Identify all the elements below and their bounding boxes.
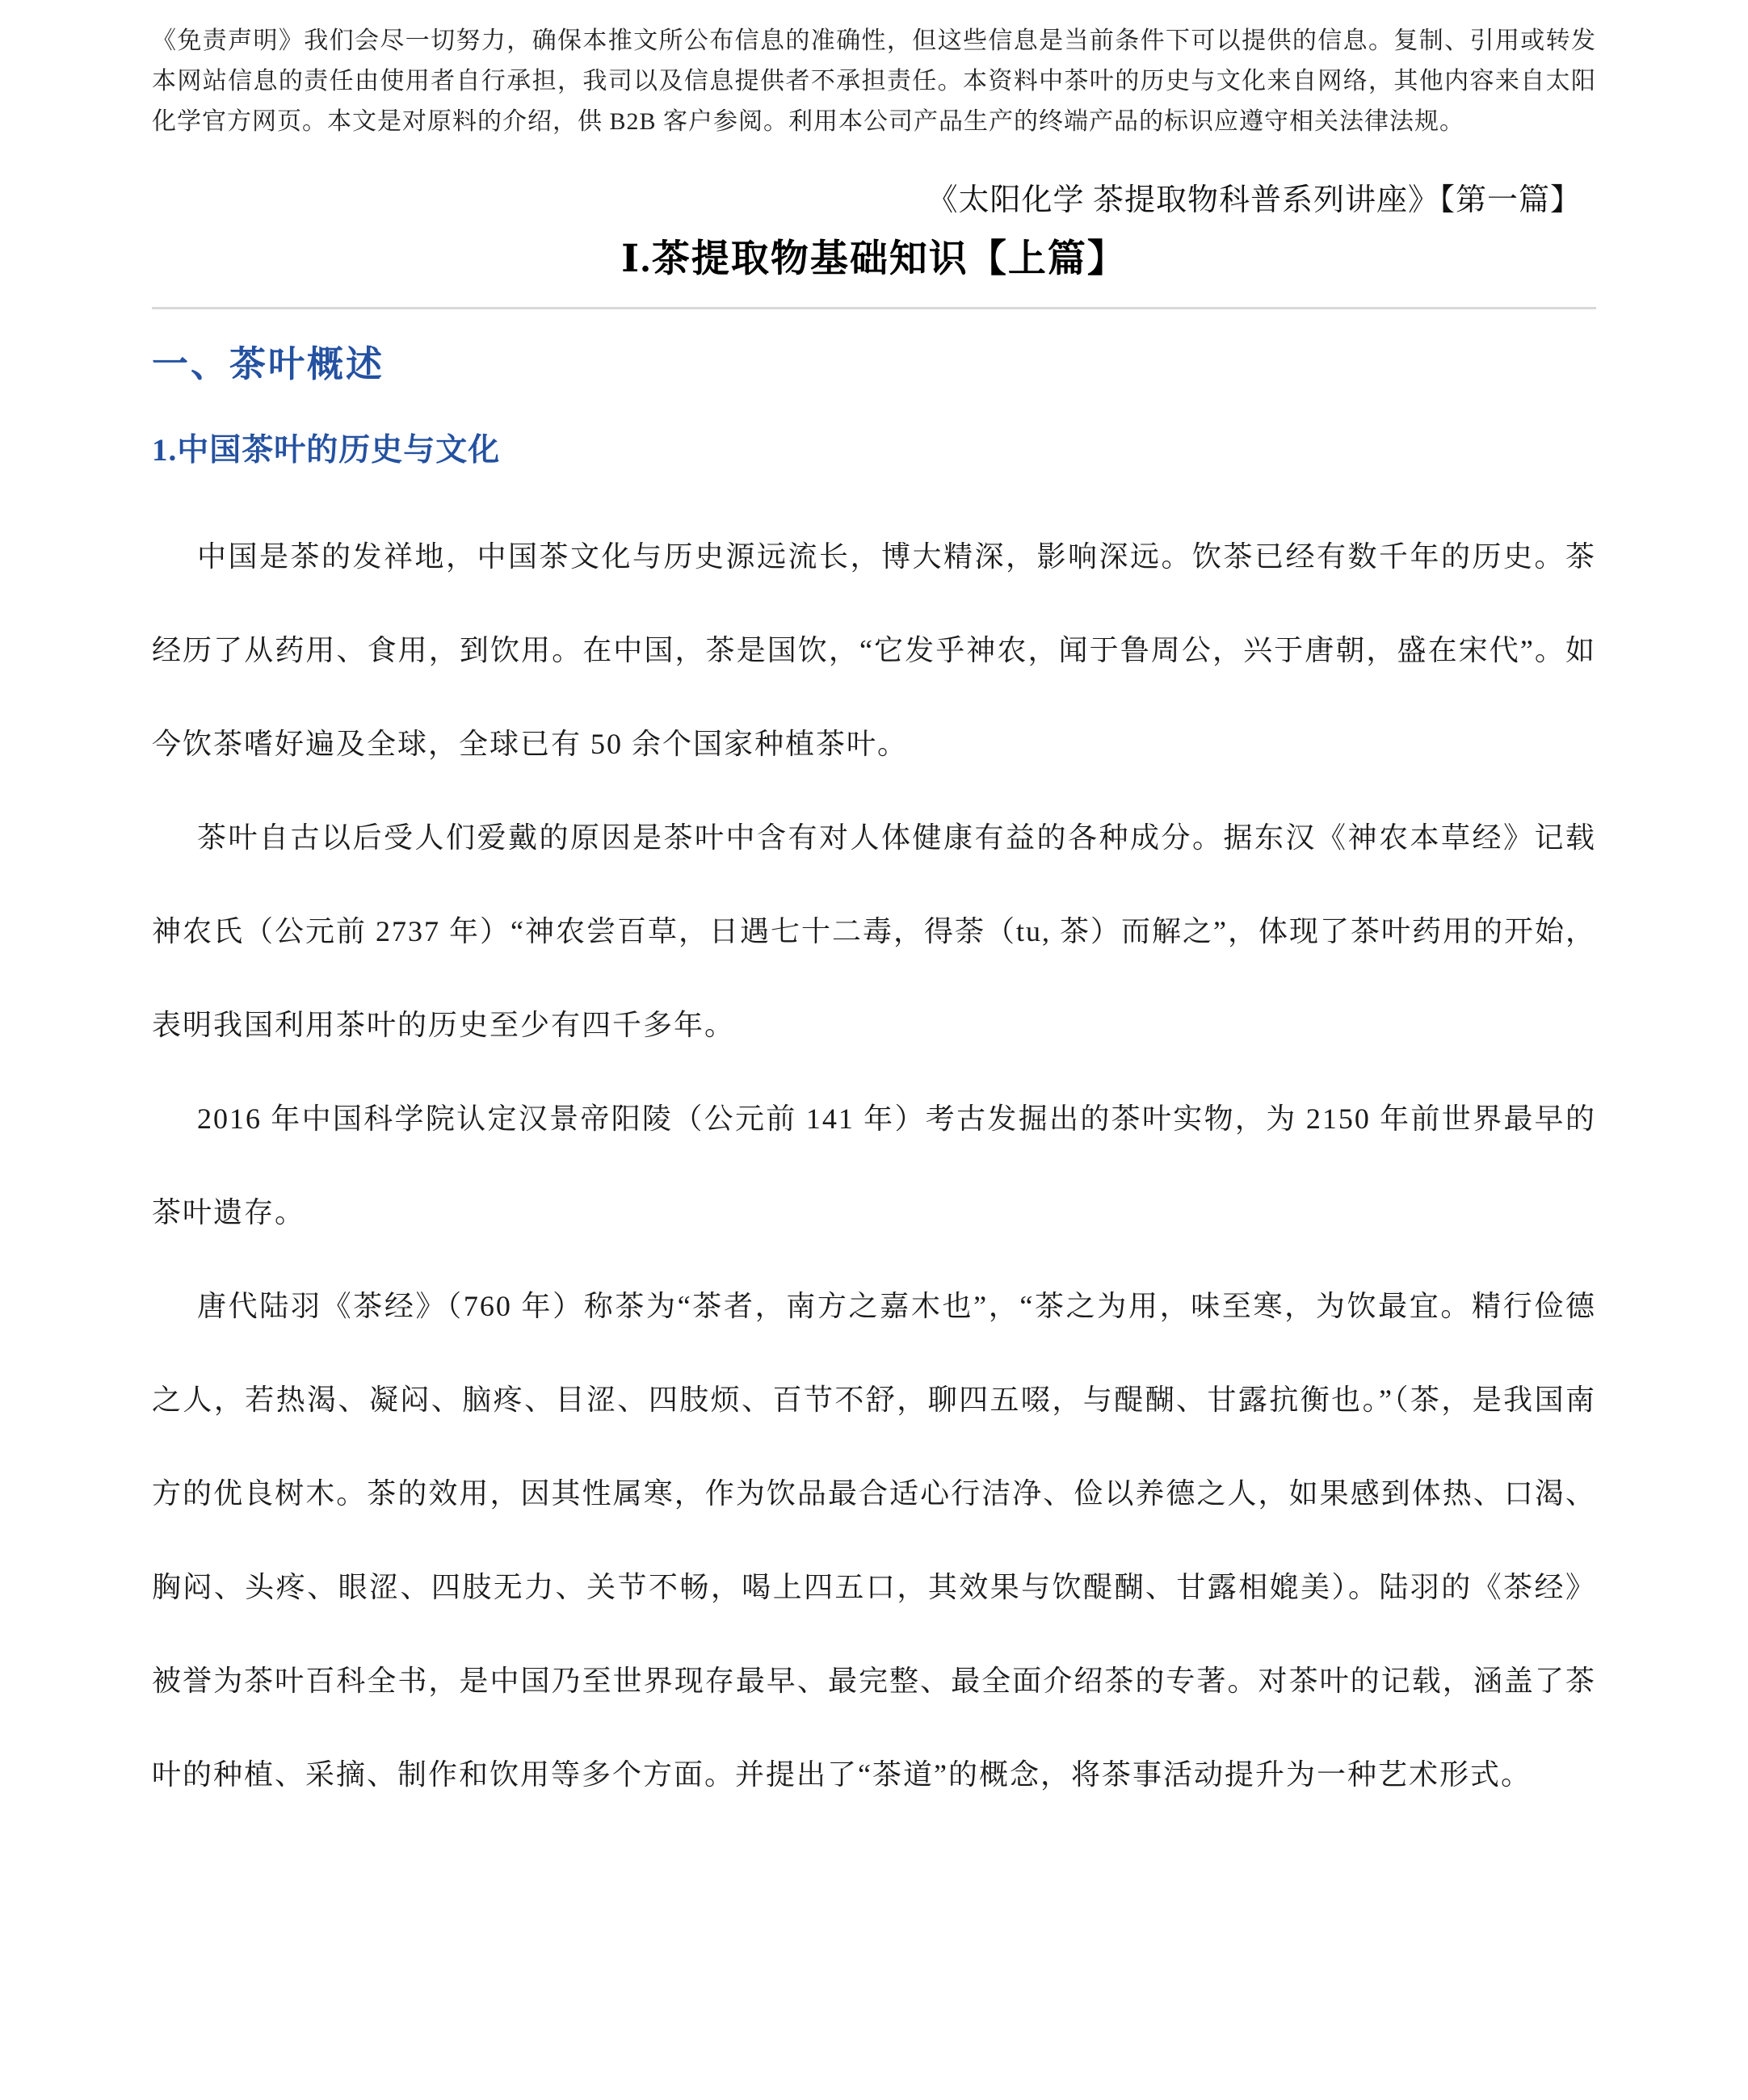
paragraph-hanyangling: 2016 年中国科学院认定汉景帝阳陵（公元前 141 年）考古发掘出的茶叶实物，为 2150 年前世界最早的茶叶遗存。 (152, 1102, 1596, 1228)
section-heading: 一、茶叶概述 (152, 344, 385, 384)
title-divider (152, 307, 1596, 309)
paragraph-luyu-chajing: 唐代陆羽《茶经》（760 年）称茶为“茶者，南方之嘉木也”，“茶之为用，味至寒，为饮最宜。精行俭德之人，若热渴、凝闷、脑疼、目涩、四肢烦、百节不舒，聊四五啜，与醍醐、甘露抗衡也。”（茶，是我国南方的优良树木。茶的效用，因其性属寒，作为饮品最合适心行洁净、俭以养德之人，如果感到体热、口渴、胸闷、头疼、眼涩、四肢无力、关节不畅，喝上四五口，其效果与饮醍醐、甘露相媲美）。陆羽的《茶经》被誉为茶叶百科全书，是中国乃至世界现存最早、最完整、最全面介绍茶的专著。对茶叶的记载，涵盖了茶叶的种植、采摘、制作和饮用等多个方面。并提出了“茶道”的概念，将茶事活动提升为一种艺术形式。 (152, 1290, 1596, 1791)
paragraph-tea-origin: 中国是茶的发祥地，中国茶文化与历史源远流长，博大精深，影响深远。饮茶已经有数千年的历史。茶经历了从药用、食用，到饮用。在中国，茶是国饮，“它发乎神农，闻于鲁周公，兴于唐朝，盛在宋代”。如今饮茶嗜好遍及全球，全球已有 50 余个国家种植茶叶。 (152, 540, 1596, 760)
document-title: Ⅰ.茶提取物基础知识【上篇】 (621, 238, 1127, 280)
sub-heading: 1.中国茶叶的历史与文化 (152, 433, 501, 468)
paragraph-shennong: 茶叶自古以后受人们爱戴的原因是茶叶中含有对人体健康有益的各种成分。据东汉《神农本草经》记载神农氏（公元前 2737 年）“神农尝百草，日遇七十二毒，得荼（tu, 茶）而解之”，体现了茶叶药用的开始，表明我国利用茶叶的历史至少有四千多年。 (152, 821, 1596, 1041)
disclaimer-text: 《免责声明》我们会尽一切努力，确保本推文所公布信息的准确性，但这些信息是当前条件下可以提供的信息。复制、引用或转发本网站信息的责任由使用者自行承担，我司以及信息提供者不承担责任。本资料中茶叶的历史与文化来自网络，其他内容来自太阳化学官方网页。本文是对原料的介绍，供 B2B 客户参阅。利用本公司产品生产的终端产品的标识应遵守相关法律法规。 (152, 27, 1596, 135)
series-title: 《太阳化学 茶提取物科普系列讲座》【第一篇】 (927, 183, 1582, 217)
document-body (152, 510, 1596, 1821)
